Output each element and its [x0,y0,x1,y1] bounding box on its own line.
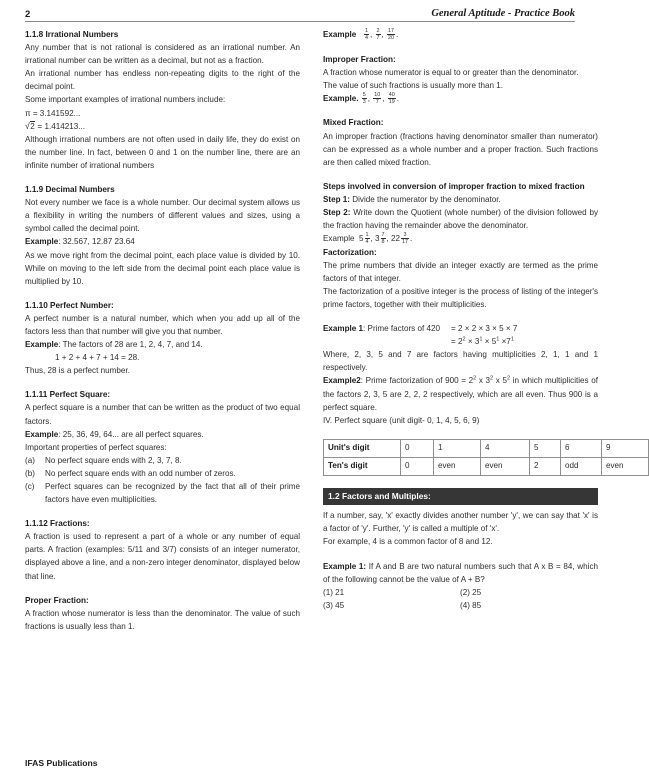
example-1-first-row [323,322,598,335]
list-marker-a: (a) [25,455,35,465]
table-cell: 1 [434,439,481,457]
list-item [25,454,300,467]
mixed-number [391,231,413,245]
right-column [323,27,624,633]
table-cell: 9 [602,439,649,457]
fraction-numerator: 1 [365,27,369,34]
paragraph-fractions: A fraction is used to represent a part of a whole or any number of equal parts. A fraction (examples: 5/11 and 3/7) consists of an integer numerator, displayed above a line, and a non-zero integer denominator, displayed below that line. [25,532,300,581]
paragraph-example-1-note: Where, 2, 3, 5 and 7 are factors having multiplicities 2, 1, 1 and 1 respectively. [323,350,598,373]
mixed-number [375,232,387,245]
example-label-perfect-number: Example [25,340,59,350]
step-1-text: Divide the numerator by the denominator. [350,194,501,204]
table-cell: 4 [481,439,530,457]
fraction-numerator: 17 [388,27,395,34]
eq-part: x 5 [493,376,507,386]
table-row-header-unit: Unit's digit [324,439,401,457]
mixed-separator: . [410,234,413,244]
fraction-denominator: 4 [365,34,369,41]
paragraph-irrational-4: Although irrational numbers are not often used in daily life, they do exist on the number line. In fact, between 0 and 1 on the number line, there are an infinite number of irrational numbers [25,134,300,170]
fraction-separator: . [396,93,400,103]
perfect-square-unit-digit-line: IV. Perfect square (unit digit- 0, 1, 4, 5, 6, 9) [323,415,480,425]
paragraph-proper-fraction: A fraction whose numerator is less than the denominator. The value of such fractions is usually less than 1. [25,608,300,631]
table-row [324,457,649,475]
paragraph-factorization-2: The factorization of a positive integer is the process of listing of the integer's prime factors, together with their multiplicities. [323,286,598,309]
table-row-header-ten: Ten's digit [324,457,401,475]
example-improper-fraction [323,92,598,106]
step-2 [323,206,598,232]
example-2-label: Example2 [323,376,361,386]
exponent: 2 [473,375,477,382]
example-label-improper-fraction: Example. [323,93,359,103]
equation-perfect-number: 1 + 2 + 4 + 7 + 14 = 28. [55,353,140,363]
section-heading-irrational-numbers: 1.1.8 Irrational Numbers [25,30,119,39]
section-heading-conversion-steps: Steps involved in conversion of improper fraction to mixed fraction [323,181,585,191]
fraction-numerator: 10 [374,91,381,98]
section-heading-fractions: 1.1.12 Fractions: [25,519,90,529]
eq-part: x 3 [476,376,491,386]
example-label-decimal: Example [25,237,59,247]
fraction-denominator: 7 [375,98,379,105]
section-heading-perfect-square: 1.1.11 Perfect Square: [25,390,111,400]
example-label-proper-fraction: Example [323,30,357,39]
answer-options-row-1 [323,586,598,599]
example-1-factorization [323,322,598,348]
eq-part: = 2 [451,337,463,347]
exponent: 1 [496,336,500,343]
example-1-factors-text: If A and B are two natural numbers such that A x B = 84, which of the following cannot be the value of A + B? [323,561,598,584]
example-perfect-number [25,338,300,351]
eq-part: in which multiplicities of the factors 2, 3, 5 are 2, 2, 2 respectively, which are all even. Thus 900 is a perfect square. [323,376,598,412]
mixed-whole: 3 [375,234,380,244]
example-text-perfect-number: : The factors of 28 are 1, 2, 4, 7, and 14. [58,340,203,350]
paragraph-improper-1: A fraction whose numerator is equal to or greater than the denominator. [323,67,579,77]
section-heading-mixed-fraction: Mixed Fraction: [323,118,384,128]
option-3[interactable]: (3) 45 [323,600,345,610]
fraction-separator: , [370,30,373,39]
mixed-separator: , [370,234,373,244]
fraction-separator: , [382,93,385,103]
fraction-denominator: 7 [376,34,380,41]
sqrt-symbol: √2 [25,120,35,131]
two-column-body [0,27,624,633]
list-text-c: Perfect squares can be recognized by the fact that all of their prime factors have even multiplicities. [45,482,300,505]
list-marker-b: (b) [25,468,35,478]
list-text-b: No perfect square ends with an odd number of zeros. [45,468,236,478]
fraction [401,232,409,245]
exponent: 2 [490,375,494,382]
fraction-denominator: 17 [402,238,409,245]
example-mixed-numbers [323,232,598,245]
fraction-denominator: 3 [362,98,366,105]
fraction [387,28,395,41]
section-heading-decimal-numbers: 1.1.9 Decimal Numbers [25,185,115,195]
answer-options-row-2 [323,599,598,612]
option-4[interactable]: (4) 85 [460,600,482,610]
fraction-denominator: 8 [381,238,385,245]
book-title: General Aptitude - Practice Book [431,8,575,19]
mixed-number [359,232,371,245]
paragraph-perfect-number: A perfect number is a natural number, which when you add up all of the factors less than that number will give you that number. [25,313,300,336]
sqrt-two-value-line [25,120,300,133]
example-proper-fraction [323,28,598,42]
example-1-rhs-line-2 [451,335,598,348]
example-1-lhs [323,322,451,335]
paragraph-irrational-2: An irrational number has endless non-repeating digits to the right of the decimal point. [25,69,300,92]
exponent: 1 [510,336,514,343]
step-2-text: Write down the Quotient (whole number) of the division followed by the fraction having the remainder above the denominator. [323,207,598,231]
fraction-separator: , [381,30,384,39]
page-number: 2 [25,9,31,20]
eq-part: : Prime factorization of 900 = 2 [360,376,474,386]
section-heading-factorization: Factorization: [323,247,377,257]
table-row [324,439,649,457]
exponent: 2 [462,336,466,343]
paragraph-decimal-1: Not every number we face is a whole number. Our decimal system allows us a flexibility in writing the numbers of different values and sizes, using a symbol called the decimal point. [25,198,300,234]
fraction-numerator: 40 [388,91,395,98]
list-text-a: No perfect square ends with 2, 3, 7, 8. [45,455,182,465]
fraction-separator: , [367,93,371,103]
eq-part: × 3 [465,337,480,347]
step-2-label: Step 2: [323,207,351,217]
example-perfect-square [25,428,300,441]
left-column [25,28,300,633]
option-2[interactable]: (2) 25 [460,587,482,597]
fraction [364,28,369,41]
fraction [376,28,381,41]
table-cell: 2 [530,457,561,475]
example-label-perfect-square: Example [25,429,59,439]
example-1-factors-label: Example 1: [323,561,367,571]
mixed-whole: 22 [391,234,401,244]
paragraph-decimal-2: As we move right from the decimal point, each place value is divided by 10. While on moving to the left side from the decimal point each place value is multiplied by 10. [25,250,300,286]
footer-publisher: IFAS Publications [25,758,98,768]
table-cell: even [434,457,481,475]
fraction-numerator: 5 [362,91,366,98]
paragraph-factors-1: If a number, say, 'x' exactly divides another number 'y', we can say that 'x' is a factor of 'y'. Further, 'y' is called a multiple of 'x'. [323,511,598,534]
example-2-factorization [323,374,598,413]
paragraph-irrational-3: Some important examples of irrational numbers include: [25,95,226,105]
sqrt-radicand: 2 [30,121,35,131]
properties-intro: Important properties of perfect squares: [25,442,167,452]
paragraph-irrational-1: Any number that is not rational is considered as an irrational number. An irrational number can be written as a decimal, but not as a fraction. [25,43,300,66]
fraction-numerator: 2 [376,27,380,34]
fraction-denominator: 20 [388,34,395,41]
page-header [25,8,575,22]
example-1-label: Example 1 [323,324,364,334]
mixed-whole: 5 [359,234,364,244]
fraction [365,232,370,245]
pi-value-line: π = 3.141592... [25,108,81,118]
fraction-denominator: 4 [365,238,369,245]
example-1-rhs-line-1: = 2 × 2 × 3 × 5 × 7 [451,324,518,334]
section-banner-factors-multiples: 1.2 Factors and Multiples: [323,488,598,506]
paragraph-improper-2: The value of such fractions is usually more than 1. [323,80,503,90]
fraction-separator: . [396,30,399,39]
exponent: 2 [506,375,511,382]
section-heading-improper-fraction: Improper Fraction: [323,54,396,64]
table-cell: even [481,457,530,475]
option-1[interactable]: (1) 21 [323,587,345,597]
closing-perfect-number: Thus, 28 is a perfect number. [25,366,130,376]
step-1-label: Step 1: [323,194,350,204]
fraction-numerator: 3 [401,232,409,239]
paragraph-mixed-fraction: An improper fraction (fractions having denominator smaller than numerator) can be expressed as a whole number and a proper fraction. Such fractions are then called mixed fraction. [323,131,598,167]
fraction [373,92,381,105]
paragraph-factorization-1: The prime numbers that divide an integer exactly are termed as the prime factors of that integer. [323,260,598,283]
exponent: 1 [479,336,483,343]
paragraph-factors-2: For example, 4 is a common factor of 8 and 12. [323,537,493,547]
fraction-numerator: 7 [381,231,385,238]
example-decimal [25,235,300,248]
example-label-mixed: Example [323,234,355,244]
list-item [25,480,300,506]
table-cell: 0 [401,439,434,457]
example-1-text: : Prime factors of 420 [363,324,440,334]
fraction [388,92,396,105]
example-text-perfect-square: : 25, 36, 49, 64... are all perfect squares. [58,429,204,439]
eq-part: ×7 [499,337,511,347]
table-cell: odd [561,457,602,475]
table-cell: 6 [561,439,602,457]
list-marker-c: (c) [25,482,35,491]
step-1 [323,193,598,206]
fraction [362,92,367,105]
paragraph-perfect-square: A perfect square is a number that can be written as the product of two equal factors. [25,403,300,426]
table-cell: 5 [530,439,561,457]
table-cell: 0 [401,457,434,475]
fraction-denominator: 19 [388,98,395,105]
fraction-numerator: 1 [365,231,369,238]
table-cell: even [602,457,649,475]
digit-table [323,439,649,476]
list-item [25,467,300,480]
sqrt-value-text: = 1.414213... [35,121,85,131]
example-text-decimal: : 32.567, 12.87 23.64 [58,237,135,247]
section-heading-perfect-number: 1.1.10 Perfect Number: [25,300,114,310]
fraction [381,232,386,245]
eq-part: × 5 [482,337,497,347]
section-heading-proper-fraction: Proper Fraction: [25,595,89,605]
example-1-factors [323,560,598,586]
mixed-separator: , [386,234,389,244]
